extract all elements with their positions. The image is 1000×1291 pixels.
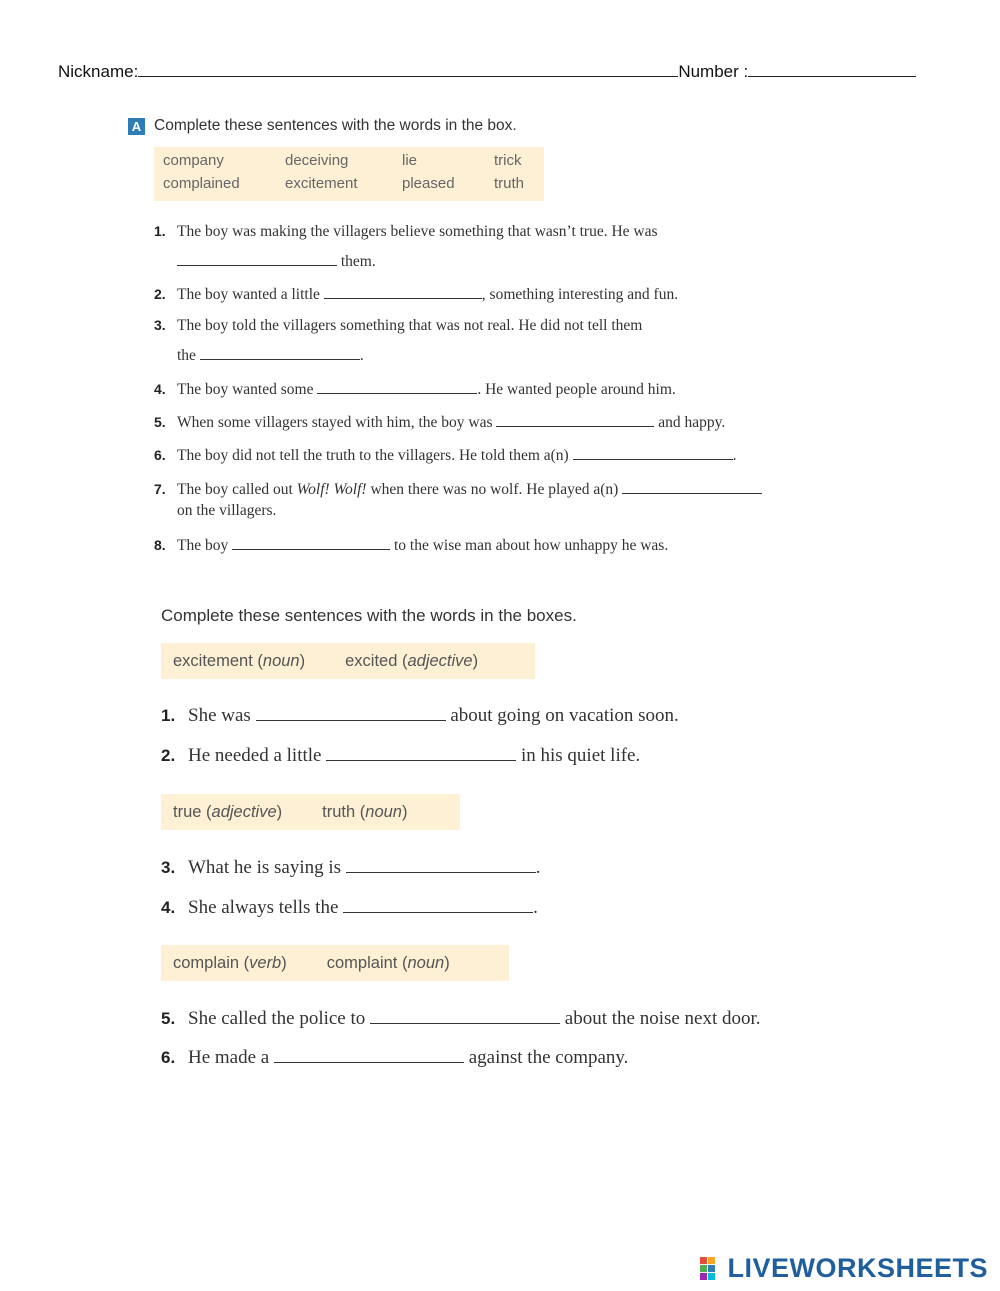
answer-blank[interactable]	[573, 445, 733, 460]
number-field[interactable]	[748, 60, 916, 77]
exercise-a-item-1-line2: them.	[177, 251, 376, 271]
word-box-item: lie	[402, 152, 418, 169]
exercise-b-item-2: 2. He needed a little in his quiet life.	[161, 745, 641, 766]
answer-blank[interactable]	[177, 251, 337, 266]
exercise-a-item-3-line2: the .	[177, 347, 364, 364]
word-box-item: company	[163, 152, 224, 169]
word-box-item: pleased	[402, 175, 455, 192]
nickname-field[interactable]	[138, 60, 678, 77]
answer-blank[interactable]	[370, 1009, 560, 1024]
word-box-b3: complain (verb) complaint (noun)	[161, 945, 509, 981]
logo-text: LIVEWORKSHEETS	[727, 1253, 988, 1283]
exercise-a-item-3: 3. The boy told the villagers something that was not real. He did not tell them	[154, 317, 643, 334]
number-label: Number :	[678, 62, 749, 81]
word-box-item: deceiving	[285, 152, 349, 169]
answer-blank[interactable]	[346, 858, 536, 873]
word-box-item: trick	[494, 152, 522, 169]
exercise-b-item-5: 5. She called the police to about the noise next door.	[161, 1008, 761, 1029]
exercise-a-item-7-line2: on the villagers.	[177, 502, 277, 519]
exercise-a-item-1: 1. The boy was making the villagers believe something that wasn’t true. He was	[154, 223, 658, 240]
exercise-b-item-3: 3. What he is saying is .	[161, 857, 541, 878]
exercise-a-item-8: 8. The boy to the wise man about how unhappy he was.	[154, 537, 669, 554]
answer-blank[interactable]	[256, 706, 446, 721]
answer-blank[interactable]	[232, 535, 390, 550]
exercise-b-item-1: 1. She was about going on vacation soon.	[161, 705, 679, 726]
word-box-item: excitement	[285, 175, 358, 192]
exercise-a-item-4: 4. The boy wanted some . He wanted people around him.	[154, 381, 676, 398]
answer-blank[interactable]	[496, 412, 654, 427]
section-a-instruction: Complete these sentences with the words in the box.	[154, 117, 517, 134]
liveworksheets-logo	[699, 1253, 988, 1284]
exercise-a-item-2: 2. The boy wanted a little , something interesting and fun.	[154, 286, 679, 303]
section-a-badge: A	[128, 118, 145, 135]
word-box-b2: true (adjective) truth (noun)	[161, 794, 460, 830]
liveworksheets-logo-icon	[699, 1256, 725, 1282]
answer-blank[interactable]	[324, 284, 482, 299]
answer-blank[interactable]	[622, 479, 762, 494]
answer-blank[interactable]	[326, 746, 516, 761]
word-box-b1: excitement (noun) excited (adjective)	[161, 643, 535, 679]
nickname-label: Nickname:	[58, 62, 139, 81]
exercise-a-item-6: 6. The boy did not tell the truth to the villagers. He told them a(n) .	[154, 447, 737, 464]
word-box-item: truth	[494, 175, 525, 192]
answer-blank[interactable]	[343, 898, 533, 913]
word-box-item: complained	[163, 175, 240, 192]
answer-blank[interactable]	[274, 1048, 464, 1063]
section-b-instruction: Complete these sentences with the words in the boxes.	[161, 606, 577, 625]
header-line	[58, 60, 916, 82]
exercise-a-item-7: 7. The boy called out Wolf! Wolf! when there was no wolf. He played a(n)	[154, 479, 762, 499]
exercise-b-item-6: 6. He made a against the company.	[161, 1047, 629, 1068]
exercise-b-item-4: 4. She always tells the .	[161, 897, 538, 918]
answer-blank[interactable]	[317, 379, 477, 394]
answer-blank[interactable]	[200, 345, 360, 360]
exercise-a-item-5: 5. When some villagers stayed with him, the boy was and happy.	[154, 414, 726, 431]
word-box-a	[154, 147, 544, 201]
